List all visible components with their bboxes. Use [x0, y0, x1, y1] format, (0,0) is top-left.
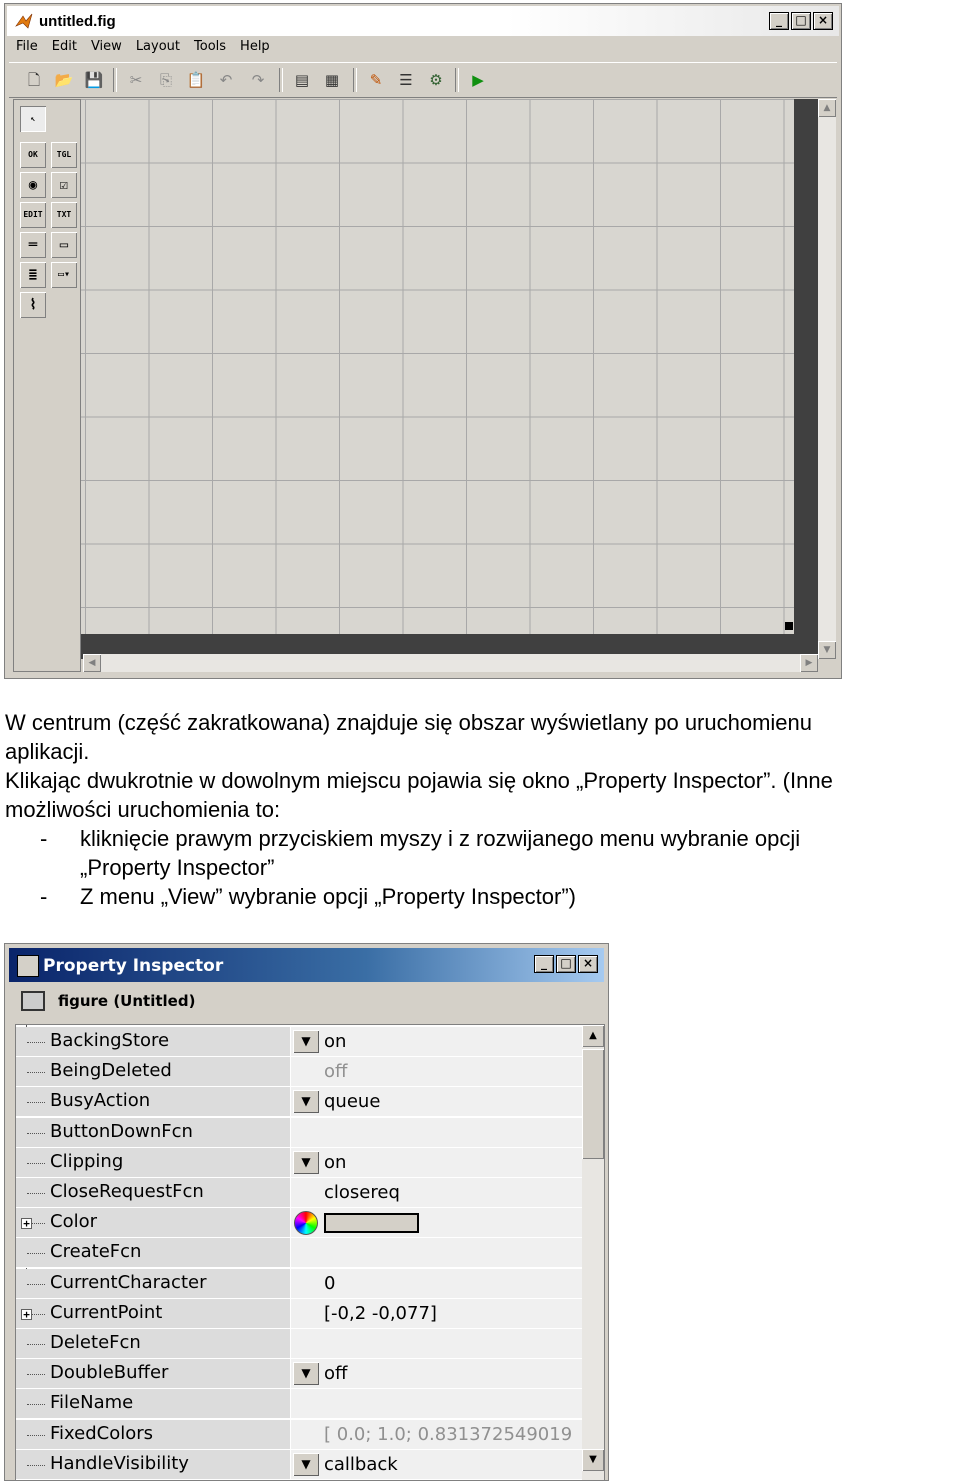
property-name: Clipping — [50, 1150, 124, 1172]
close-button[interactable]: × — [578, 955, 598, 973]
property-value-cell[interactable] — [291, 1087, 582, 1117]
list-dash: - — [40, 884, 48, 909]
tree-branch-line — [27, 1133, 45, 1134]
run-icon[interactable]: ▶ — [472, 71, 484, 89]
tree-branch-line — [27, 1163, 45, 1164]
maximize-button[interactable]: □ — [791, 12, 811, 30]
property-value-cell[interactable] — [291, 1450, 582, 1480]
property-row[interactable] — [16, 1148, 582, 1178]
property-name-cell — [16, 1420, 290, 1450]
scroll-down-icon[interactable]: ▼ — [582, 1449, 604, 1471]
guide-titlebar[interactable] — [7, 6, 839, 36]
property-inspector-icon[interactable]: ☰ — [399, 71, 413, 89]
toolbar-separator — [353, 68, 357, 92]
align-icon[interactable]: ▤ — [294, 71, 310, 89]
menu-help[interactable]: Help — [240, 39, 270, 54]
property-name: DeleteFcn — [50, 1332, 141, 1353]
property-name-cell — [16, 1299, 290, 1329]
tree-branch-line — [27, 1193, 45, 1194]
dropdown-arrow-icon[interactable]: ▼ — [293, 1030, 319, 1053]
figure-icon — [21, 991, 45, 1011]
scroll-left-icon[interactable]: ◀ — [83, 654, 101, 672]
new-icon[interactable]: 🗋 — [27, 71, 41, 89]
property-name: ButtonDownFcn — [50, 1120, 193, 1142]
property-name: FileName — [50, 1392, 134, 1414]
property-name: HandleVisibility — [50, 1452, 189, 1474]
list-item-text: kliknięcie prawym przyciskiem myszy i z rozwijanego menu wybranie opcji — [80, 826, 801, 851]
m-file-editor-icon[interactable]: ✎ — [369, 71, 383, 89]
property-value-cell[interactable] — [291, 1238, 582, 1268]
property-value-cell[interactable] — [291, 1027, 582, 1057]
list-dash: - — [40, 826, 48, 851]
toolbar-separator — [113, 68, 117, 92]
menu-editor-icon[interactable]: ▦ — [324, 71, 340, 89]
property-row[interactable] — [16, 1118, 582, 1148]
dropdown-arrow-icon[interactable]: ▼ — [293, 1151, 319, 1174]
checkbox-icon[interactable]: ☑ — [51, 172, 77, 198]
toolbar-separator — [455, 68, 459, 92]
scroll-up-icon[interactable]: ▲ — [818, 99, 836, 117]
property-row[interactable] — [16, 1299, 582, 1329]
menu-tools[interactable]: Tools — [194, 39, 227, 54]
select-icon[interactable]: ↖ — [20, 106, 46, 132]
layout-grid-area[interactable] — [81, 99, 794, 634]
property-row[interactable] — [16, 1208, 582, 1238]
radio-button-icon[interactable]: ◉ — [20, 172, 46, 198]
scroll-thumb[interactable] — [582, 1049, 604, 1159]
list-item-text: Z menu „View” wybranie opcji „Property Inspector”) — [80, 884, 576, 909]
cut-icon[interactable]: ✂ — [129, 71, 143, 89]
property-name-cell — [16, 1238, 290, 1268]
property-name: CloseRequestFcn — [50, 1181, 204, 1202]
resize-handle[interactable] — [785, 622, 793, 630]
property-row[interactable] — [16, 1329, 582, 1359]
property-value-cell[interactable] — [291, 1389, 582, 1419]
property-row[interactable] — [16, 1087, 582, 1117]
tree-branch-line — [27, 1465, 45, 1466]
property-row[interactable] — [16, 1420, 582, 1450]
description-text — [5, 708, 960, 911]
property-value-cell[interactable] — [291, 1118, 582, 1148]
property-name: DoubleBuffer — [50, 1362, 169, 1384]
property-name-cell — [16, 1450, 290, 1480]
paragraph-line: możliwości uruchomienia to: — [5, 797, 281, 822]
vertical-scrollbar[interactable] — [818, 99, 836, 659]
list-item — [5, 824, 960, 853]
property-value: callback — [324, 1453, 398, 1475]
listbox-icon[interactable]: ≣ — [20, 262, 46, 288]
property-value: off — [324, 1363, 348, 1385]
menu-layout[interactable]: Layout — [135, 39, 181, 54]
object-browser-icon[interactable]: ⚙ — [429, 71, 443, 89]
toolbar-separator — [279, 68, 283, 92]
color-swatch[interactable] — [324, 1213, 419, 1233]
list-item — [5, 882, 960, 911]
property-value-cell[interactable] — [291, 1269, 582, 1299]
property-value-cell[interactable] — [291, 1178, 582, 1208]
guide-toolbar — [9, 62, 837, 98]
property-inspector-window — [4, 943, 609, 1481]
inspector-app-icon — [17, 955, 39, 977]
inspector-scrollbar[interactable] — [582, 1025, 604, 1481]
property-name: BusyAction — [50, 1090, 151, 1112]
tree-branch-line — [27, 1374, 45, 1375]
property-row[interactable] — [16, 1269, 582, 1299]
menu-file[interactable]: File — [16, 39, 38, 54]
property-row[interactable] — [16, 1359, 582, 1389]
property-value: off — [324, 1061, 348, 1083]
component-palette — [13, 99, 81, 672]
list-item-continuation: „Property Inspector” — [80, 855, 275, 880]
scroll-up-icon[interactable]: ▲ — [582, 1025, 604, 1047]
property-name-cell — [16, 1027, 290, 1057]
property-name-cell — [16, 1389, 290, 1419]
property-row[interactable] — [16, 1178, 582, 1208]
property-value-cell[interactable] — [291, 1057, 582, 1087]
open-icon[interactable]: 📂 — [54, 71, 74, 89]
property-value: 0 — [324, 1272, 336, 1294]
property-value-cell[interactable] — [291, 1148, 582, 1178]
scroll-right-icon[interactable]: ▶ — [800, 654, 818, 672]
property-name-cell — [16, 1118, 290, 1148]
property-value-cell[interactable] — [291, 1420, 582, 1450]
undo-icon[interactable]: ↶ — [219, 71, 233, 89]
property-name: Color — [50, 1211, 97, 1233]
property-grid — [15, 1024, 605, 1481]
property-row[interactable] — [16, 1027, 582, 1057]
slider-icon[interactable]: ═ — [20, 232, 46, 258]
inspector-titlebar[interactable] — [9, 948, 604, 982]
dropdown-arrow-icon[interactable]: ▼ — [293, 1453, 319, 1476]
menu-edit[interactable]: Edit — [51, 39, 77, 54]
property-name: FixedColors — [50, 1422, 154, 1444]
expand-icon[interactable]: + — [21, 1218, 32, 1229]
property-value: closereq — [324, 1182, 400, 1203]
property-row[interactable] — [16, 1238, 582, 1268]
static-text-icon[interactable]: TXT — [51, 202, 77, 228]
copy-icon[interactable]: ⎘ — [159, 71, 172, 89]
property-name-cell — [16, 1359, 290, 1389]
close-button[interactable]: × — [813, 12, 833, 30]
scroll-down-icon[interactable]: ▼ — [818, 641, 836, 659]
property-value-cell[interactable] — [291, 1208, 582, 1238]
canvas-border-right — [794, 99, 818, 659]
property-name: BeingDeleted — [50, 1060, 172, 1082]
guide-window — [4, 3, 842, 679]
property-name: CreateFcn — [50, 1241, 142, 1263]
save-icon[interactable]: 💾 — [84, 71, 104, 89]
dropdown-arrow-icon[interactable]: ▼ — [293, 1362, 319, 1385]
guide-menubar — [9, 37, 277, 59]
property-value-cell[interactable] — [291, 1299, 582, 1329]
property-name-cell — [16, 1148, 290, 1178]
property-row[interactable] — [16, 1057, 582, 1087]
property-name-cell — [16, 1178, 290, 1208]
property-name: CurrentPoint — [50, 1301, 163, 1323]
property-value: queue — [324, 1091, 381, 1113]
tree-branch-line — [27, 1344, 45, 1345]
property-name-cell — [16, 1208, 290, 1238]
property-name-cell — [16, 1269, 290, 1299]
property-value: [-0,2 -0,077] — [324, 1302, 437, 1324]
dropdown-arrow-icon[interactable]: ▼ — [293, 1090, 319, 1113]
tree-branch-line — [27, 1404, 45, 1405]
paragraph-line: aplikacji. — [5, 739, 90, 764]
tree-branch-line — [27, 1042, 45, 1043]
property-name-cell — [16, 1087, 290, 1117]
popup-menu-icon[interactable]: ▭▾ — [51, 262, 77, 288]
paste-icon[interactable]: 📋 — [186, 71, 206, 89]
edit-text-icon[interactable]: EDIT — [20, 202, 46, 228]
push-button-icon[interactable]: OK — [20, 142, 46, 168]
menu-view[interactable]: View — [90, 39, 122, 54]
property-name-cell — [16, 1329, 290, 1359]
color-picker-icon[interactable] — [294, 1211, 318, 1235]
property-value: on — [324, 1151, 347, 1173]
tree-branch-line — [27, 1253, 45, 1254]
property-row[interactable] — [16, 1450, 582, 1480]
minimize-button[interactable]: _ — [769, 12, 789, 30]
property-value: [ 0.0; 1.0; 0.831372549019 — [324, 1423, 573, 1445]
frame-icon[interactable]: ▭ — [51, 232, 77, 258]
property-value-cell[interactable] — [291, 1359, 582, 1389]
property-value: on — [324, 1031, 347, 1052]
axes-icon[interactable]: ⌇ — [20, 292, 46, 318]
inspector-title: Property Inspector — [43, 956, 224, 976]
paragraph-line: Klikając dwukrotnie w dowolnym miejscu pojawia się okno „Property Inspector”. (Inne — [5, 768, 833, 793]
tree-branch-line — [27, 1284, 45, 1285]
selected-object-row — [13, 986, 600, 1020]
expand-icon[interactable]: + — [21, 1309, 32, 1320]
maximize-button[interactable]: □ — [556, 955, 576, 973]
horizontal-scrollbar[interactable] — [83, 654, 818, 672]
redo-icon[interactable]: ↷ — [251, 71, 265, 89]
minimize-button[interactable]: _ — [534, 955, 554, 973]
selected-object-label: figure (Untitled) — [58, 992, 196, 1010]
matlab-logo-icon — [15, 12, 33, 30]
property-value-cell[interactable] — [291, 1329, 582, 1359]
property-name: CurrentCharacter — [50, 1271, 207, 1293]
tree-branch-line — [27, 1072, 45, 1073]
toggle-button-icon[interactable]: TGL — [51, 142, 77, 168]
property-row[interactable] — [16, 1389, 582, 1419]
tree-branch-line — [27, 1435, 45, 1436]
property-name-cell — [16, 1057, 290, 1087]
property-name: BackingStore — [50, 1030, 170, 1051]
paragraph-line: W centrum (część zakratkowana) znajduje się obszar wyświetlany po uruchomienu — [5, 710, 813, 735]
guide-title: untitled.fig — [39, 13, 116, 30]
tree-branch-line — [27, 1102, 45, 1103]
